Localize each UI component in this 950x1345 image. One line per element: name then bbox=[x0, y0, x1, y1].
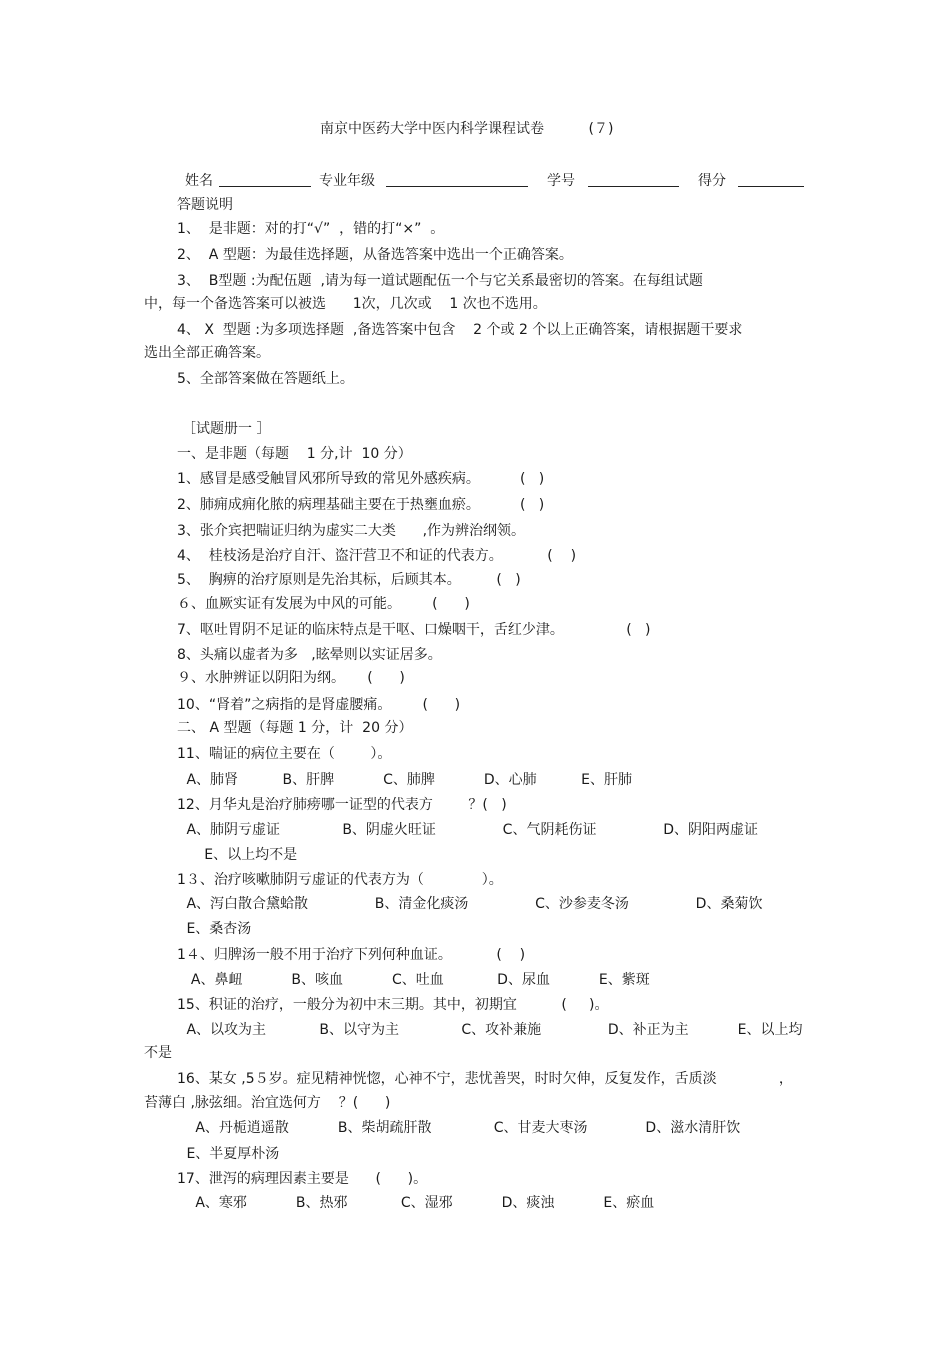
a-question-options: A、以攻为主 B、以守为主 C、攻补兼施 D、补正为主 E、以上均 bbox=[182, 1022, 803, 1038]
tf-question: 3、张介宾把喘证归纳为虚实二大类 ,作为辨治纲领。 bbox=[177, 523, 526, 539]
tf-question: ９、水肿辨证以阴阳为纲。 ( ) bbox=[177, 670, 405, 686]
instruction-line: 4、 X 型题 :为多项选择题 ,备选答案中包含 2 个或 2 个以上正确答案，请根据题干要求 bbox=[177, 322, 743, 338]
a-question: 15、积证的治疗，一般分为初中末三期。其中，初期宜 ( )。 bbox=[177, 997, 609, 1013]
a-question-options: A、丹栀逍遥散 B、柴胡疏肝散 C、甘麦大枣汤 D、滋水清肝饮 bbox=[182, 1120, 741, 1136]
instruction-line: 3、 B型题 :为配伍题 ,请为每一道试题配伍一个与它关系最密切的答案。在每组试题 bbox=[177, 273, 703, 289]
score-field[interactable] bbox=[738, 172, 804, 192]
instruction-line: 5、全部答案做在答题纸上。 bbox=[177, 371, 354, 387]
a-question: 11、喘证的病位主要在（ ）。 bbox=[177, 746, 392, 762]
name-label: 姓名 bbox=[185, 173, 213, 189]
tf-question: 2、肺痈成痈化脓的病理基础主要在于热壅血瘀。 ( ) bbox=[177, 497, 545, 513]
score-label: 得分 bbox=[698, 173, 726, 189]
section2-title: 二、 A 型题（每题 1 分，计 20 分） bbox=[177, 720, 413, 736]
a-question-options: A、鼻衄 B、咳血 C、吐血 D、尿血 E、紫斑 bbox=[182, 972, 650, 988]
instruction-line: 1、 是非题：对的打“√” ，错的打“×” 。 bbox=[177, 221, 445, 237]
student-id-field[interactable] bbox=[588, 172, 679, 192]
name-field[interactable] bbox=[219, 172, 311, 192]
tf-question: 10、“肾着”之病指的是肾虚腰痛。 ( ) bbox=[177, 697, 461, 713]
a-question: 1４、归脾汤一般不用于治疗下列何种血证。 ( ) bbox=[177, 947, 526, 963]
a-question: 12、月华丸是治疗肺痨哪一证型的代表方 ？( ) bbox=[177, 797, 507, 813]
instruction-line: 中，每一个备选答案可以被选 1次，几次或 1 次也不选用。 bbox=[144, 296, 547, 312]
a-question-options: E、以上均不是 bbox=[182, 847, 298, 863]
tf-question: ６、血厥实证有发展为中风的可能。 ( ) bbox=[177, 596, 470, 612]
a-question: 17、泄泻的病理因素主要是 ( )。 bbox=[177, 1171, 428, 1187]
a-question: 苔薄白 ,脉弦细。治宜选何方 ？( ) bbox=[144, 1095, 391, 1111]
instruction-line: 选出全部正确答案。 bbox=[144, 345, 270, 361]
a-question: 1３、治疗咳嗽肺阴亏虚证的代表方为（ ）。 bbox=[177, 872, 503, 888]
tf-question: 5、 胸痹的治疗原则是先治其标，后顾其本。 ( ) bbox=[177, 572, 521, 588]
instruction-line: 2、 A 型题：为最佳选择题，从备选答案中选出一个正确答案。 bbox=[177, 247, 573, 263]
a-question-options: 不是 bbox=[144, 1045, 172, 1061]
exam-title: 南京中医药大学中医内科学课程试卷 (７) bbox=[320, 121, 614, 137]
instructions-heading: 答题说明 bbox=[177, 197, 233, 213]
a-question: 16、某女 ,5５岁。症见精神恍惚，心神不宁，悲忧善哭，时时欠伸，反复发作，舌质淡 ， bbox=[177, 1071, 793, 1087]
major-field[interactable] bbox=[386, 172, 528, 192]
a-question-options: A、肺阴亏虚证 B、阴虚火旺证 C、气阴耗伤证 D、阴阳两虚证 bbox=[182, 822, 758, 838]
tf-question: 8、头痛以虚者为多 ,眩晕则以实证居多。 bbox=[177, 647, 442, 663]
a-question-options: E、半夏厚朴汤 bbox=[182, 1146, 280, 1162]
a-question-options: A、肺肾 B、肝脾 C、肺脾 D、心肺 E、肝肺 bbox=[182, 772, 632, 788]
a-question-options: E、桑杏汤 bbox=[182, 921, 252, 937]
tf-question: 4、 桂枝汤是治疗自汗、盗汗营卫不和证的代表方。 ( ) bbox=[177, 548, 577, 564]
a-question-options: A、寒邪 B、热邪 C、湿邪 D、痰浊 E、瘀血 bbox=[182, 1195, 655, 1211]
tf-question: 1、感冒是感受触冒风邪所导致的常见外感疾病。 ( ) bbox=[177, 471, 545, 487]
tf-question: 7、呕吐胃阴不足证的临床特点是干呕、口燥咽干，舌红少津。 ( ) bbox=[177, 622, 651, 638]
major-label: 专业年级 bbox=[319, 173, 375, 189]
a-question-options: A、泻白散合黛蛤散 B、清金化痰汤 C、沙参麦冬汤 D、桑菊饮 bbox=[182, 896, 763, 912]
student-id-label: 学号 bbox=[547, 173, 575, 189]
section-book-label: ［试题册一 ］ bbox=[182, 421, 271, 437]
section1-title: 一、是非题（每题 1 分,计 10 分） bbox=[177, 446, 412, 462]
